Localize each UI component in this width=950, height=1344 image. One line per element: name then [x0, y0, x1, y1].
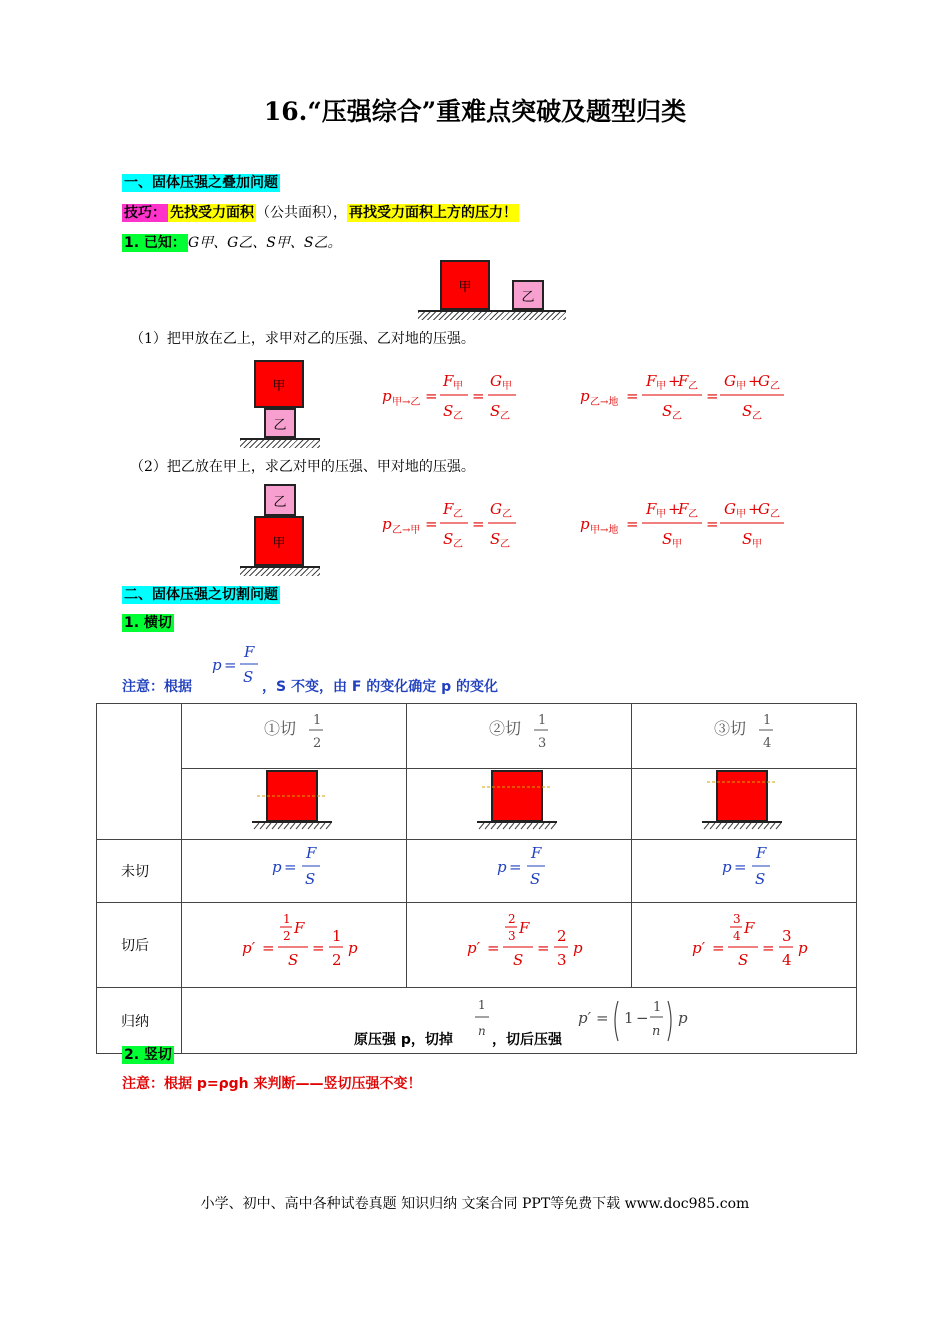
question-1: （1）把甲放在乙上，求甲对乙的压强、乙对地的压强。: [130, 331, 475, 347]
page-title: 16.“压强综合”重难点突破及题型归类: [263, 97, 687, 126]
svg-text:F: F: [531, 844, 542, 862]
tip-part3: 再找受力面积上方的压力！: [349, 205, 517, 221]
svg-text:S: S: [490, 530, 501, 548]
svg-text:甲→地: 甲→地: [590, 525, 619, 536]
svg-text:1: 1: [332, 927, 342, 945]
formula-p-f-s: [210, 640, 268, 690]
svg-text:F: F: [678, 500, 689, 518]
svg-text:乙→甲: 乙→甲: [392, 525, 421, 536]
cut-table: [96, 703, 857, 1054]
corner-cell: [97, 704, 182, 840]
block-yi: 乙: [512, 280, 544, 310]
svg-text:F: F: [646, 372, 657, 390]
svg-text:+: +: [668, 500, 681, 518]
block-yi: 乙: [264, 484, 296, 516]
svg-text:p: p: [272, 858, 282, 876]
uncut-formula: [407, 840, 632, 903]
svg-text:S: S: [530, 870, 541, 888]
summary-post: ，切后压强: [492, 1031, 562, 1048]
col-header-half: [182, 704, 407, 769]
question-2: （2）把乙放在甲上，求乙对甲的压强、甲对地的压强。: [130, 459, 475, 475]
svg-text:n: n: [652, 1023, 661, 1039]
svg-text:p′: p′: [692, 939, 706, 957]
col-header-quarter: [632, 704, 857, 769]
svg-text:+: +: [668, 372, 681, 390]
svg-text:=: =: [284, 858, 297, 876]
formula-row-2: [380, 496, 800, 556]
page-footer: 小学、初中、高中各种试卷真题 知识归纳 文案合同 PPT等免费下载 www.doc985.com: [200, 1196, 750, 1212]
col-header-1: ①切: [264, 719, 297, 738]
svg-text:F: F: [678, 372, 689, 390]
svg-text:4: 4: [733, 929, 741, 943]
svg-text:=: =: [425, 387, 438, 405]
uncut-formula: [182, 840, 407, 903]
svg-text:乙: 乙: [453, 539, 463, 550]
known-text: G甲、G乙、S甲、S乙。: [187, 235, 342, 251]
svg-text:S: S: [513, 951, 524, 969]
svg-text:1: 1: [283, 912, 291, 926]
svg-text:乙: 乙: [502, 509, 512, 520]
col-header-2: ②切: [489, 719, 522, 738]
svg-text:F: F: [294, 919, 305, 937]
sub-heading-horizontal-cut: 1. 横切: [124, 615, 172, 631]
block-jia: 甲: [254, 360, 304, 408]
svg-text:S: S: [443, 402, 454, 420]
svg-text:3: 3: [782, 927, 792, 945]
svg-text:=: =: [262, 939, 275, 957]
svg-text:甲: 甲: [752, 539, 762, 550]
svg-text:1: 1: [478, 997, 486, 1012]
ground-3: [240, 566, 320, 576]
svg-text:F: F: [519, 919, 530, 937]
svg-text:2: 2: [508, 912, 516, 926]
svg-text:=: =: [537, 939, 550, 957]
svg-text:F: F: [756, 844, 767, 862]
svg-text:甲: 甲: [453, 381, 463, 392]
svg-text:p: p: [722, 858, 732, 876]
row-label-after-cut: 切后: [97, 903, 182, 988]
col-header-3: ③切: [714, 719, 747, 738]
svg-text:−: −: [636, 1008, 649, 1027]
after-cut-formula-third: [407, 903, 632, 988]
svg-text:乙: 乙: [453, 509, 463, 520]
svg-text:p: p: [212, 656, 222, 674]
svg-text:1: 1: [763, 713, 772, 728]
svg-text:2: 2: [313, 736, 322, 751]
svg-text:乙: 乙: [500, 411, 510, 422]
known-label: 1. 已知：: [124, 235, 186, 251]
svg-text:3: 3: [538, 736, 547, 751]
ground-1: [418, 310, 566, 320]
svg-text:=: =: [509, 858, 522, 876]
svg-text:S: S: [305, 870, 316, 888]
svg-text:p: p: [348, 939, 358, 957]
svg-text:=: =: [472, 387, 485, 405]
svg-text:2: 2: [332, 951, 342, 969]
svg-text:甲: 甲: [502, 381, 512, 392]
svg-text:p: p: [580, 387, 590, 405]
block: [717, 771, 767, 821]
svg-text:F: F: [443, 372, 454, 390]
svg-text:p′: p′: [242, 939, 256, 957]
section-2-heading: 二、固体压强之切割问题: [124, 587, 278, 603]
svg-text:=: =: [734, 858, 747, 876]
diagram-cut-quarter: [632, 769, 857, 840]
summary-formula: [574, 993, 704, 1049]
svg-text:+: +: [748, 500, 761, 518]
svg-text:+: +: [748, 372, 761, 390]
svg-text:=: =: [312, 939, 325, 957]
svg-text:p: p: [573, 939, 583, 957]
svg-text:=: =: [472, 515, 485, 533]
svg-text:S: S: [490, 402, 501, 420]
row-label-uncut: 未切: [97, 840, 182, 903]
sub-heading-vertical-cut: 2. 竖切: [124, 1047, 172, 1063]
svg-text:1: 1: [313, 713, 322, 728]
svg-text:=: =: [706, 515, 719, 533]
svg-text:p′: p′: [467, 939, 481, 957]
svg-text:乙: 乙: [770, 381, 780, 392]
svg-text:G: G: [724, 500, 736, 518]
svg-text:乙: 乙: [770, 509, 780, 520]
svg-text:甲: 甲: [656, 509, 666, 520]
svg-text:3: 3: [557, 951, 567, 969]
formula-row-1: [380, 368, 800, 428]
svg-text:乙→地: 乙→地: [590, 397, 619, 408]
svg-text:=: =: [596, 1008, 609, 1027]
svg-text:2: 2: [557, 927, 567, 945]
svg-text:乙: 乙: [672, 411, 682, 422]
svg-text:p: p: [382, 515, 392, 533]
svg-text:甲: 甲: [656, 381, 666, 392]
svg-text:S: S: [288, 951, 299, 969]
svg-text:甲→乙: 甲→乙: [392, 397, 421, 408]
block-jia: 甲: [440, 260, 490, 310]
svg-text:S: S: [742, 402, 753, 420]
svg-text:乙: 乙: [688, 381, 698, 392]
known-line: [122, 232, 342, 252]
svg-text:4: 4: [782, 951, 792, 969]
note-1-pre: 注意：根据: [122, 679, 192, 695]
svg-text:乙: 乙: [453, 411, 463, 422]
svg-text:乙: 乙: [752, 411, 762, 422]
row-label-summary: 归纳: [97, 988, 182, 1054]
svg-text:F: F: [646, 500, 657, 518]
note-1-post: ，S 不变，由 F 的变化确定 p 的变化: [262, 679, 499, 695]
svg-text:甲: 甲: [736, 381, 746, 392]
svg-text:乙: 乙: [688, 509, 698, 520]
svg-text:S: S: [243, 668, 254, 686]
svg-text:n: n: [478, 1023, 486, 1038]
svg-text:p: p: [798, 939, 808, 957]
diagram-cut-half: [182, 769, 407, 840]
svg-text:G: G: [490, 500, 502, 518]
col-header-third: [407, 704, 632, 769]
svg-text:G: G: [758, 372, 770, 390]
svg-text:F: F: [744, 919, 755, 937]
svg-text:G: G: [724, 372, 736, 390]
svg-text:S: S: [742, 530, 753, 548]
svg-text:1: 1: [624, 1008, 634, 1027]
svg-text:3: 3: [733, 912, 741, 926]
summary-fraction: [472, 993, 494, 1047]
svg-text:1: 1: [538, 713, 547, 728]
svg-text:3: 3: [508, 929, 516, 943]
note-2: 注意：根据 p=ρgh 来判断——竖切压强不变！: [122, 1076, 422, 1092]
svg-text:G: G: [490, 372, 502, 390]
svg-text:=: =: [712, 939, 725, 957]
tip-label: 技巧：: [124, 205, 166, 221]
svg-text:p: p: [678, 1008, 688, 1027]
svg-text:甲: 甲: [736, 509, 746, 520]
block-jia: 甲: [254, 516, 304, 566]
after-cut-formula-half: [182, 903, 407, 988]
tip-part1: 先找受力面积: [170, 205, 254, 221]
ground-2: [240, 438, 320, 448]
svg-text:S: S: [662, 530, 673, 548]
svg-text:=: =: [762, 939, 775, 957]
diagram-cut-third: [407, 769, 632, 840]
block: [492, 771, 542, 821]
svg-text:甲: 甲: [672, 539, 682, 550]
tip-part2: （公共面积），: [256, 205, 347, 221]
svg-text:F: F: [443, 500, 454, 518]
summary-pre: 原压强 p，切掉: [354, 1031, 453, 1048]
svg-text:p: p: [382, 387, 392, 405]
svg-text:1: 1: [653, 999, 662, 1015]
svg-text:=: =: [487, 939, 500, 957]
svg-text:p: p: [580, 515, 590, 533]
block-yi: 乙: [264, 408, 296, 438]
svg-text:S: S: [755, 870, 766, 888]
svg-text:F: F: [306, 844, 317, 862]
after-cut-formula-quarter: [632, 903, 857, 988]
svg-text:4: 4: [763, 736, 772, 751]
svg-text:=: =: [425, 515, 438, 533]
svg-text:=: =: [706, 387, 719, 405]
svg-text:S: S: [443, 530, 454, 548]
section-1-heading: 一、固体压强之叠加问题: [124, 175, 278, 191]
svg-text:F: F: [244, 643, 255, 661]
svg-text:=: =: [626, 387, 639, 405]
summary-cell: [182, 988, 857, 1054]
svg-text:乙: 乙: [500, 539, 510, 550]
svg-text:S: S: [738, 951, 749, 969]
svg-text:G: G: [758, 500, 770, 518]
svg-text:p′: p′: [578, 1008, 592, 1027]
tip-line: [122, 202, 519, 222]
svg-text:=: =: [224, 656, 237, 674]
svg-text:S: S: [662, 402, 673, 420]
svg-text:2: 2: [283, 929, 291, 943]
uncut-formula: [632, 840, 857, 903]
svg-text:p: p: [497, 858, 507, 876]
svg-text:=: =: [626, 515, 639, 533]
